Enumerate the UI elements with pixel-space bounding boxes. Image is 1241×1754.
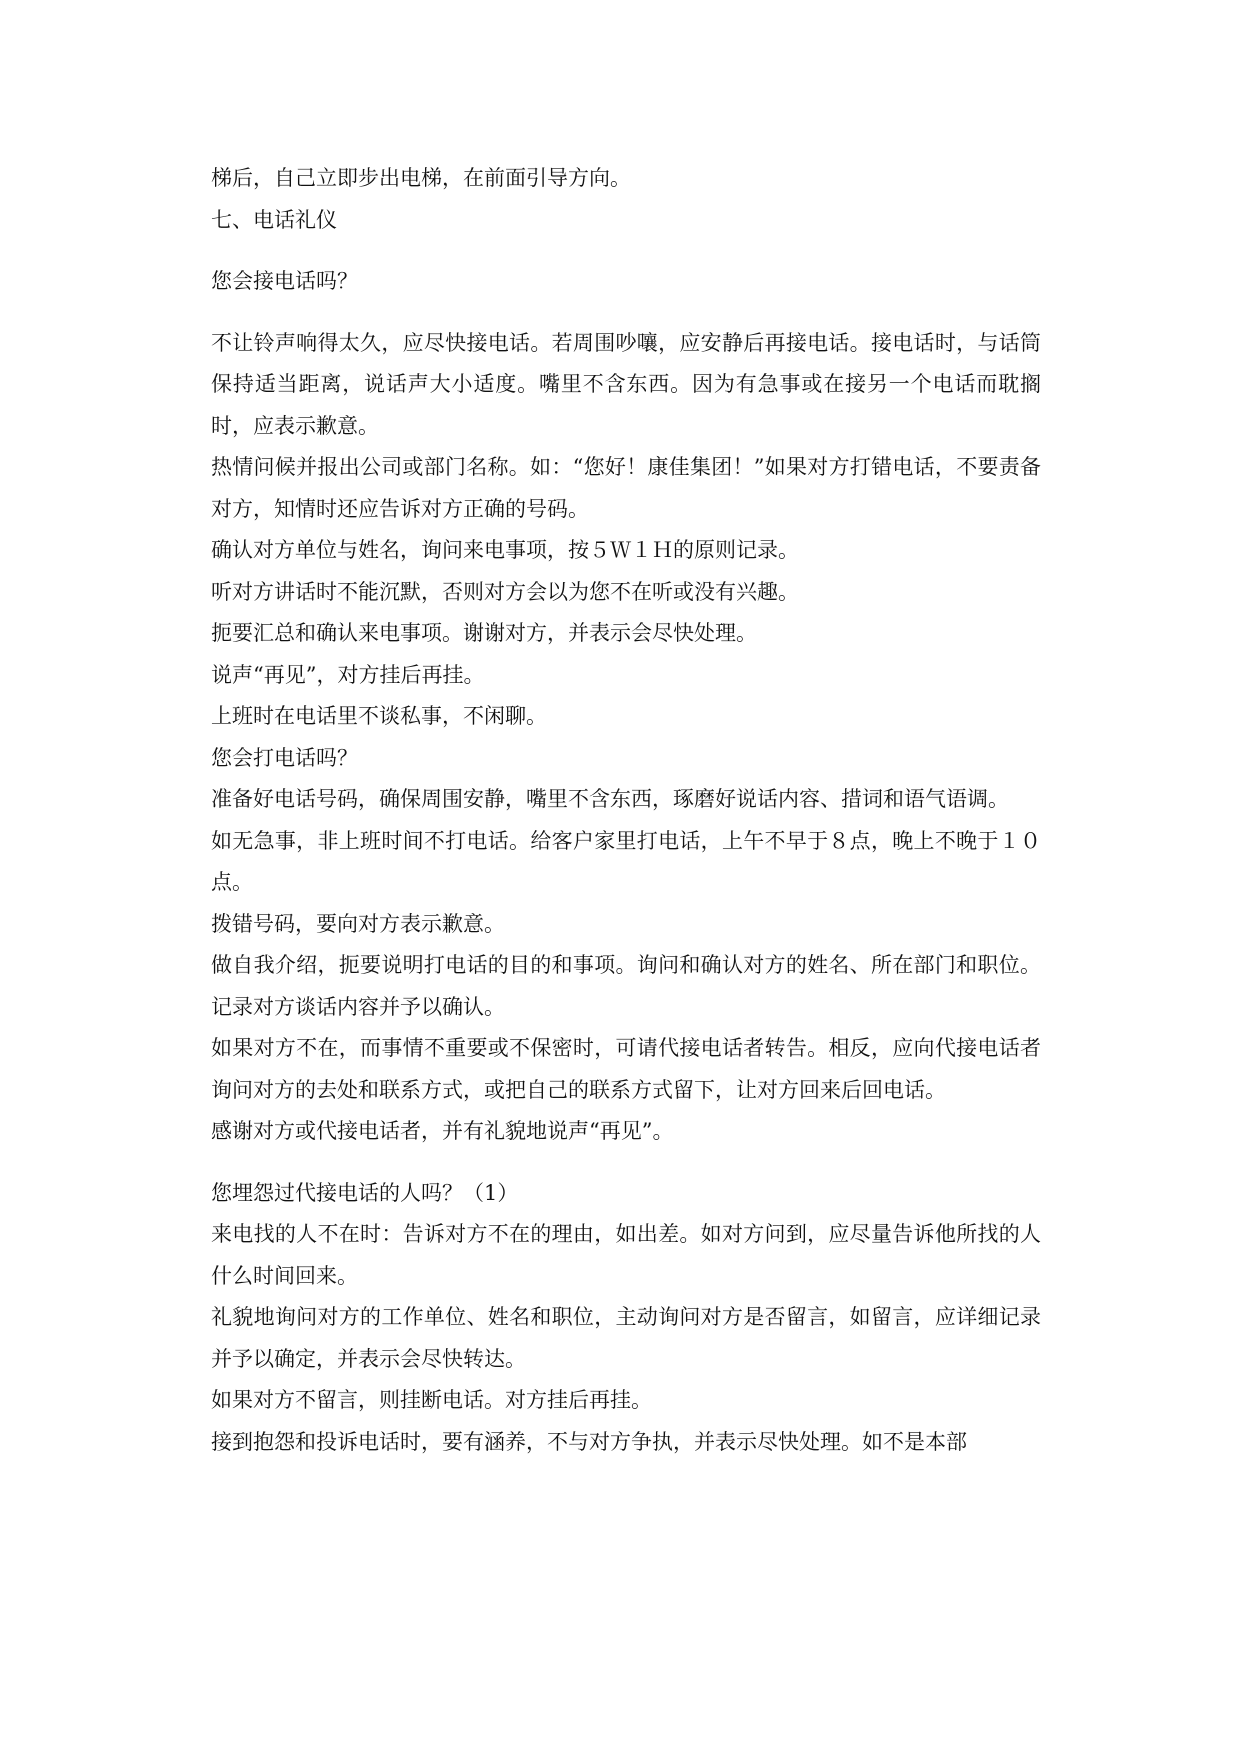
paragraph: 上班时在电话里不谈私事，不闲聊。 xyxy=(211,704,547,728)
subheading: 您埋怨过代接电话的人吗？（1） xyxy=(211,1180,519,1205)
section-heading: 七、电话礼仪 xyxy=(211,207,337,232)
paragraph: 礼貌地询问对方的工作单位、姓名和职位，主动询问对方是否留言，如留言，应详细记录并予以确定，并表示会尽快转达。 xyxy=(211,1305,1041,1371)
paragraph: 接到抱怨和投诉电话时，要有涵养，不与对方争执，并表示尽快处理。如不是本部 xyxy=(211,1429,967,1454)
paragraph: 如果对方不留言，则挂断电话。对方挂后再挂。 xyxy=(211,1388,652,1412)
paragraph: 如果对方不在，而事情不重要或不保密时，可请代接电话者转告。相反，应向代接电话者询问对方的去处和联系方式，或把自己的联系方式留下，让对方回来后回电话。 xyxy=(211,1036,1041,1102)
paragraph: 扼要汇总和确认来电事项。谢谢对方，并表示会尽快处理。 xyxy=(211,621,757,645)
paragraph: 确认对方单位与姓名，询问来电事项，按５Ｗ１Ｈ的原则记录。 xyxy=(211,538,799,562)
blank-line xyxy=(211,303,1041,323)
paragraph: 梯后，自己立即步出电梯，在前面引导方向。 xyxy=(211,166,631,190)
paragraph: 如无急事，非上班时间不打电话。给客户家里打电话，上午不早于８点，晚上不晚于１０点。 xyxy=(211,828,1041,894)
paragraph: 热情问候并报出公司或部门名称。如：“您好！康佳集团！”如果对方打错电话，不要责备对方，知情时还应告诉对方正确的号码。 xyxy=(211,455,1041,521)
paragraph: 不让铃声响得太久，应尽快接电话。若周围吵嚷，应安静后再接电话。接电话时，与话筒保持适当距离，说话声大小适度。嘴里不含东西。因为有急事或在接另一个电话而耽搁时，应表示歉意。 xyxy=(211,330,1041,438)
paragraph: 说声“再见”，对方挂后再挂。 xyxy=(211,662,485,687)
blank-line xyxy=(211,241,1041,261)
document-body xyxy=(211,158,1041,1463)
paragraph: 做自我介绍，扼要说明打电话的目的和事项。询问和确认对方的姓名、所在部门和职位。记录对方谈话内容并予以确认。 xyxy=(211,953,1041,1019)
subheading: 您会接电话吗？ xyxy=(211,269,358,293)
blank-line xyxy=(211,1153,1041,1173)
paragraph: 拨错号码，要向对方表示歉意。 xyxy=(211,911,505,936)
subheading: 您会打电话吗？ xyxy=(211,745,358,770)
paragraph: 准备好电话号码，确保周围安静，嘴里不含东西，琢磨好说话内容、措词和语气语调。 xyxy=(211,787,1009,811)
paragraph: 听对方讲话时不能沉默，否则对方会以为您不在听或没有兴趣。 xyxy=(211,579,799,604)
paragraph: 感谢对方或代接电话者，并有礼貌地说声“再见”。 xyxy=(211,1119,674,1143)
paragraph: 来电找的人不在时：告诉对方不在的理由，如出差。如对方问到，应尽量告诉他所找的人什么时间回来。 xyxy=(211,1222,1041,1288)
